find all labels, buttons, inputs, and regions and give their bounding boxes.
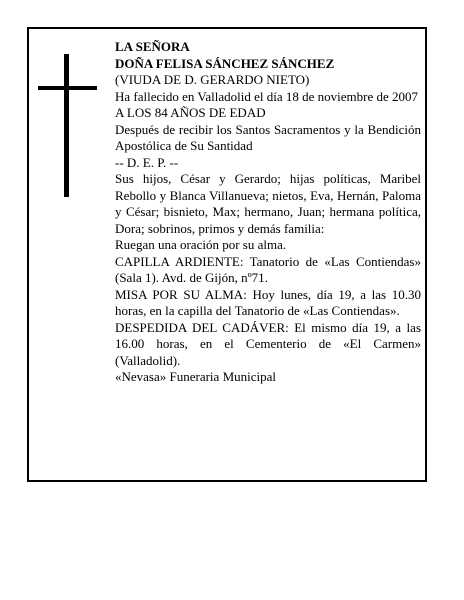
rip-line: -- D. E. P. -- xyxy=(115,154,179,170)
widow-line: (VIUDA DE D. GERARDO NIETO) xyxy=(115,72,310,87)
obituary-text xyxy=(115,39,421,386)
prayer-request: Ruegan una oración por su alma. xyxy=(115,237,287,252)
age-line: A LOS 84 AÑOS DE EDAD xyxy=(115,105,266,120)
cross-horizontal-bar xyxy=(38,86,97,90)
funeral-home: «Nevasa» Funeraria Municipal xyxy=(115,369,277,384)
chapel-line: CAPILLA ARDIENTE: Tanatorio de «Las Contiendas» (Sala 1). Avd. de Gijón, nº71. xyxy=(115,253,421,285)
cross-vertical-bar xyxy=(64,54,69,197)
family-paragraph: Sus hijos, César y Gerardo; hijas políticas, Maribel Rebollo y Blanca Villanueva; nietos, Eva, Hernán, Paloma y César; bisnieto, Max; hermano, Juan; hermana política, Dora; sobrinos, primos y demás familia: xyxy=(115,171,421,236)
farewell-line: DESPEDIDA DEL CADÁVER: El mismo día 19, a las 16.00 horas, en el Cementerio de «El Carmen» (Valladolid). xyxy=(115,319,421,368)
deceased-name: DOÑA FELISA SÁNCHEZ SÁNCHEZ xyxy=(115,55,335,71)
title-line: LA SEÑORA xyxy=(115,39,190,54)
sacraments-line: Después de recibir los Santos Sacramentos y la Bendición Apostólica de Su Santidad xyxy=(115,121,421,153)
mass-line: MISA POR SU ALMA: Hoy lunes, día 19, a las 10.30 horas, en la capilla del Tanatorio de «Las Contiendas». xyxy=(115,286,421,318)
death-statement: Ha fallecido en Valladolid el día 18 de noviembre de 2007 xyxy=(115,88,418,104)
